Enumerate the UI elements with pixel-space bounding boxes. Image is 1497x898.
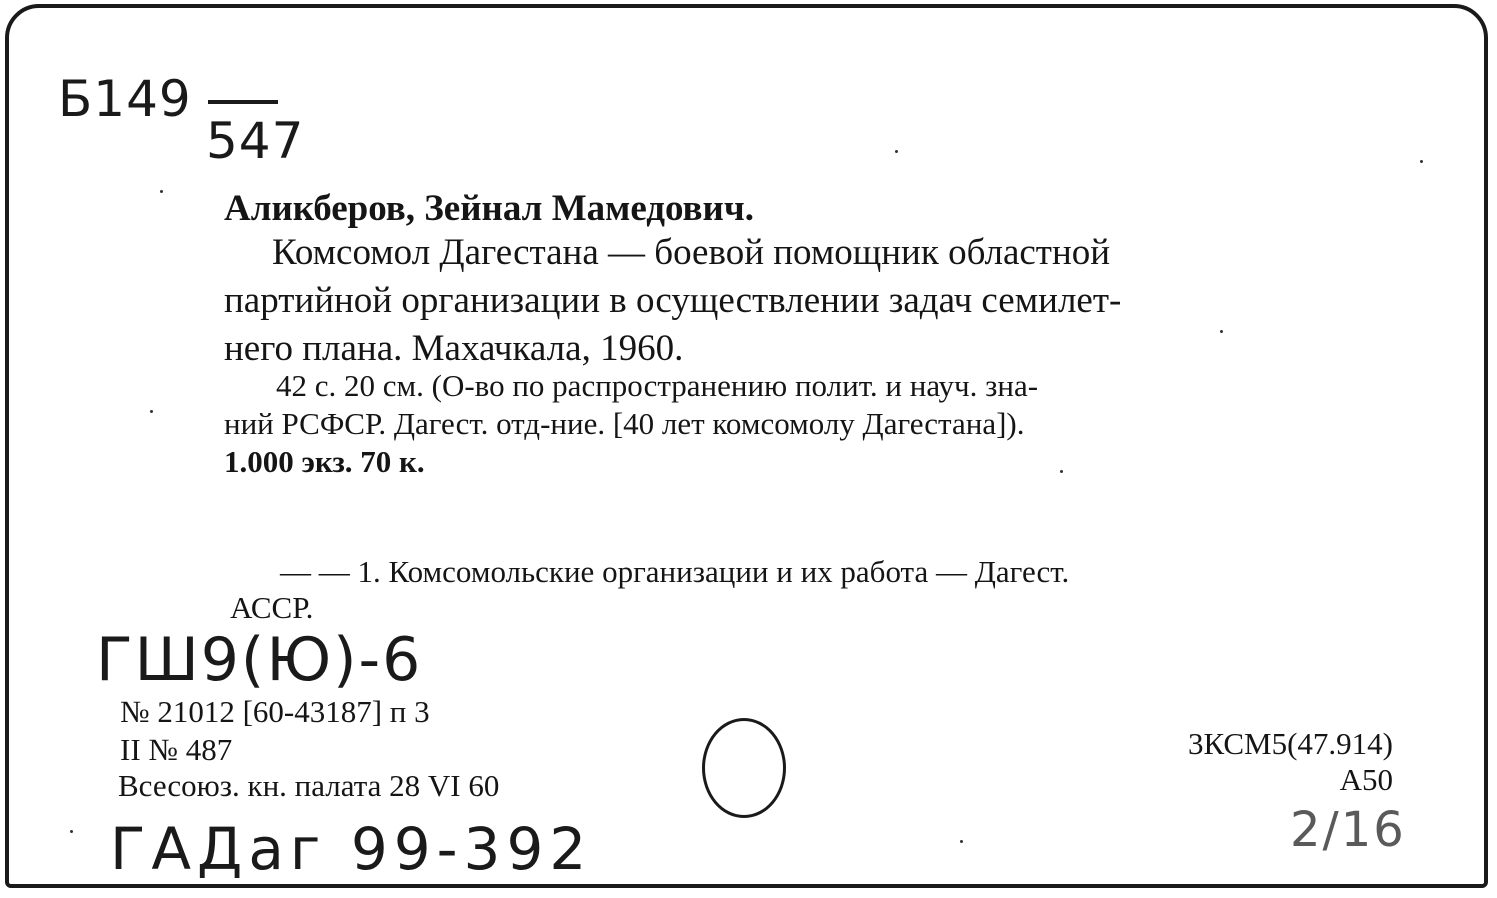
scan-speck bbox=[1060, 470, 1063, 473]
author-heading: Аликберов, Зейнал Мамедович. bbox=[224, 188, 754, 229]
card-number-line: № 21012 [60-43187] п 3 bbox=[120, 694, 430, 729]
card-punch-hole bbox=[702, 718, 786, 818]
author-mark: А50 bbox=[1339, 762, 1393, 797]
subject-heading-line-2: АССР. bbox=[230, 590, 314, 625]
collation-line-1: 42 с. 20 см. (О-во по распространению полит. и науч. зна- bbox=[276, 368, 1039, 403]
title-line-1: Комсомол Дагестана — боевой помощник областной bbox=[272, 232, 1111, 273]
scan-speck bbox=[960, 840, 963, 843]
scan-speck bbox=[1420, 160, 1423, 163]
collation-line-3: 1.000 экз. 70 к. bbox=[224, 444, 425, 479]
scan-speck bbox=[150, 410, 153, 413]
collation-line-2: ний РСФСР. Дагест. отд-ние. [40 лет комсомолу Дагестана]). bbox=[224, 406, 1025, 441]
shelfmark-fraction-rule bbox=[208, 100, 278, 104]
handwritten-archive-mark: ГАДаг 99-392 bbox=[110, 815, 593, 883]
shelfmark-number: Б149 bbox=[58, 70, 192, 128]
title-line-2: партийной организации в осуществлении задач семилет- bbox=[224, 280, 1122, 321]
scan-speck bbox=[1220, 330, 1223, 333]
handwritten-corner-mark: 2/16 bbox=[1290, 802, 1406, 858]
chronicle-line: II № 487 bbox=[120, 732, 233, 767]
scan-speck bbox=[160, 190, 163, 193]
shelfmark-denominator: 547 bbox=[206, 112, 305, 170]
scan-speck bbox=[895, 150, 898, 153]
book-chamber-line: Всесоюз. кн. палата 28 VI 60 bbox=[118, 768, 500, 803]
subject-heading-line-1: — — 1. Комсомольские организации и их работа — Дагест. bbox=[280, 554, 1070, 589]
scan-speck bbox=[70, 830, 73, 833]
title-line-3: него плана. Махачкала, 1960. bbox=[224, 328, 684, 369]
classification-code: 3КСМ5(47.914) bbox=[1187, 726, 1393, 761]
handwritten-class-mark: ГШ9(Ю)-6 bbox=[96, 625, 423, 695]
